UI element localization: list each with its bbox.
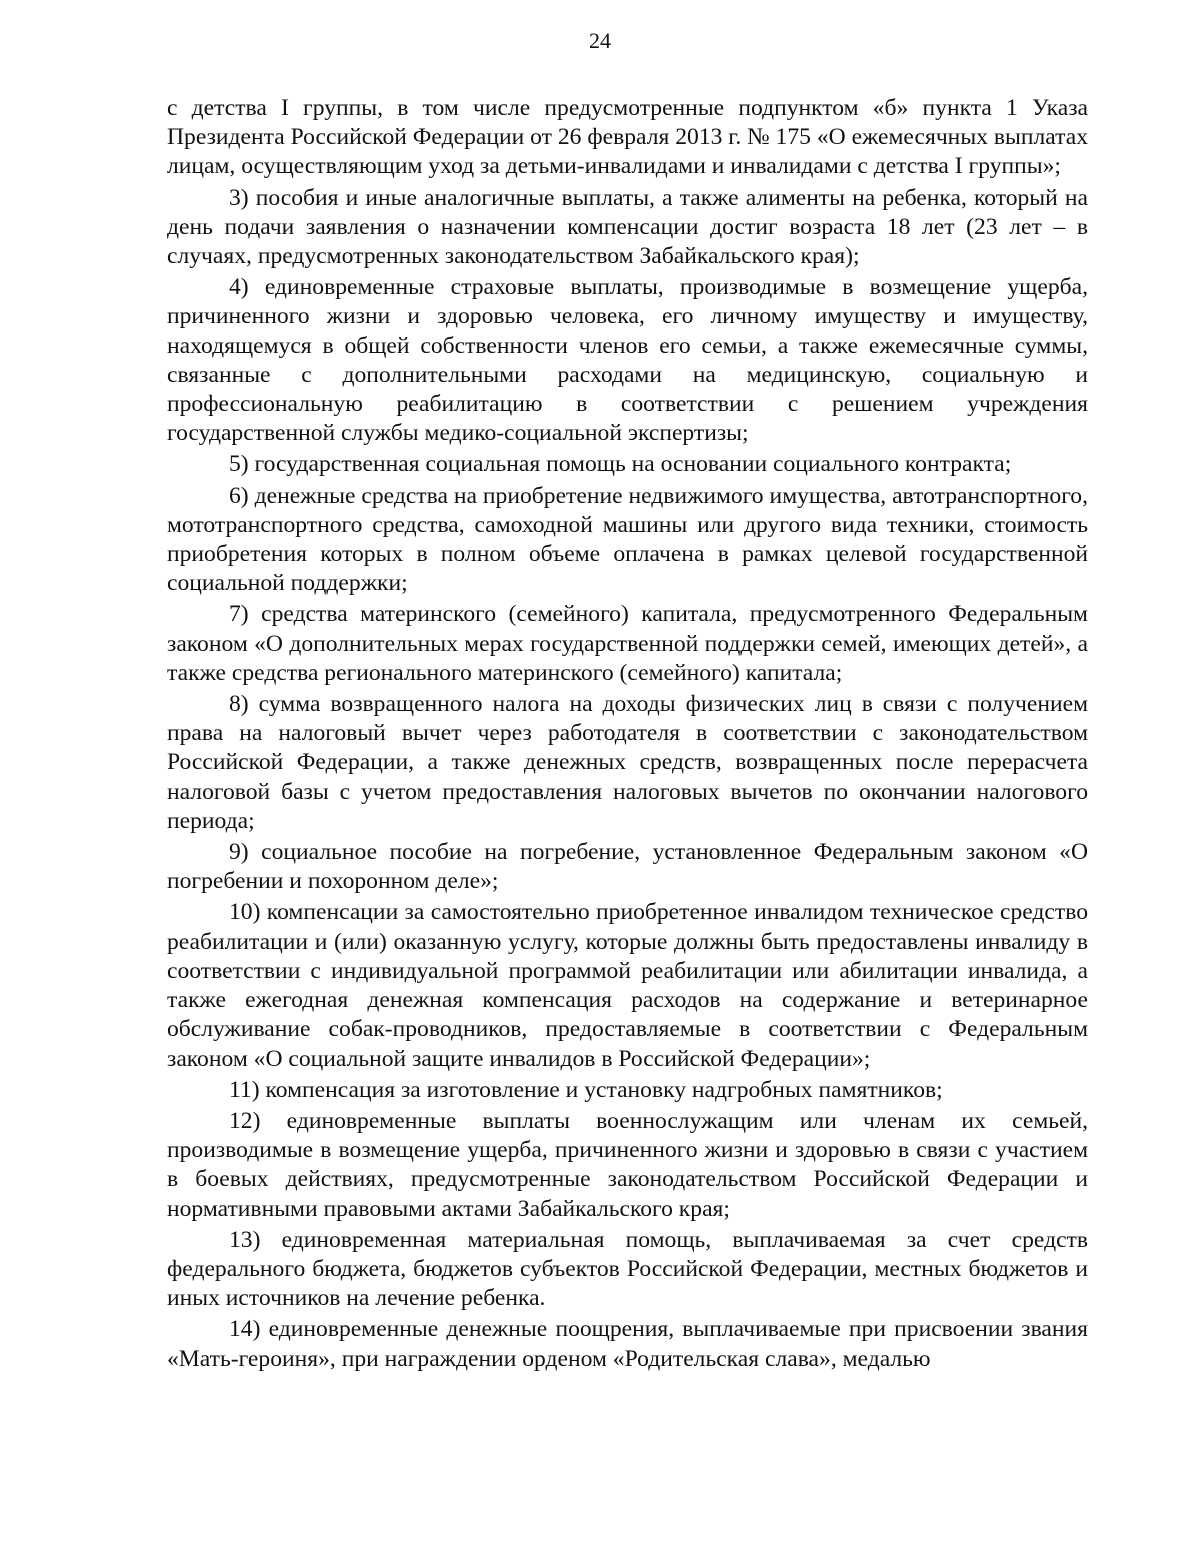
paragraph-item-9: 9) социальное пособие на погребение, установленное Федеральным законом «О погребении и похоронном деле»; bbox=[167, 839, 1088, 895]
paragraph-item-8: 8) сумма возвращенного налога на доходы физических лиц в связи с получением права на налоговый вычет через работодателя в соответствии с законодательством Российской Федерации, а также денежных средств, возвращенных после перерасчета налоговой базы с учетом предоставления налоговых вычетов по окончании налогового периода; bbox=[167, 691, 1088, 834]
page-number: 24 bbox=[589, 28, 611, 53]
document-body bbox=[167, 94, 1088, 1376]
paragraph-item-5: 5) государственная социальная помощь на основании социального контракта; bbox=[229, 451, 1012, 478]
paragraph-item-7: 7) средства материнского (семейного) капитала, предусмотренного Федеральным законом «О дополнительных мерах государственной поддержки семей, имеющих детей», а также средства регионального материнского (семейного) капитала; bbox=[167, 601, 1088, 686]
paragraph-item-3: 3) пособия и иные аналогичные выплаты, а также алименты на ребенка, который на день подачи заявления о назначении компенсации достиг возраста 18 лет (23 лет – в случаях, предусмотренных законодательством Забайкальского края); bbox=[167, 184, 1088, 270]
paragraph-item-10: 10) компенсации за самостоятельно приобретенное инвалидом техническое средство реабилитации и (или) оказанную услугу, которые должны быть предоставлены инвалиду в соответствии с индивидуальной программой реабилитации или абилитации инвалида, а также ежегодная денежная компенсация расходов на содержание и ветеринарное обслуживание собак-проводников, предоставляемые в соответствии с Федеральным законом «О социальной защите инвалидов в Российской Федерации»; bbox=[167, 899, 1088, 1072]
paragraph-item-4: 4) единовременные страховые выплаты, производимые в возмещение ущерба, причиненного жизни и здоровью человека, его личному имуществу и имуществу, находящемуся в общей собственности членов его семьи, а также ежемесячные суммы, связанные с дополнительными расходами на медицинскую, социальную и профессиональную реабилитацию в соответствии с решением учреждения государственной службы медико-социальной экспертизы; bbox=[167, 274, 1088, 447]
paragraph-item-13: 13) единовременная материальная помощь, выплачиваемая за счет средств федерального бюджета, бюджетов субъектов Российской Федерации, местных бюджетов и иных источников на лечение ребенка. bbox=[167, 1226, 1088, 1312]
paragraph-item-11: 11) компенсация за изготовление и установку надгробных памятников; bbox=[229, 1076, 943, 1103]
paragraph-item-6: 6) денежные средства на приобретение недвижимого имущества, автотранспортного, мототранспортного средства, самоходной машины или другого вида техники, стоимость приобретения которых в полном объеме оплачена в рамках целевой государственной социальной поддержки; bbox=[167, 482, 1088, 597]
paragraph-item-12: 12) единовременные выплаты военнослужащим или членам их семьей, производимые в возмещение ущерба, причиненного жизни и здоровью в связи с участием в боевых действиях, предусмотренные законодательством Российской Федерации и нормативными правовыми актами Забайкальского края; bbox=[167, 1107, 1088, 1222]
paragraph-continuation: с детства I группы, в том числе предусмотренные подпунктом «б» пункта 1 Указа Президента Российской Федерации от 26 февраля 2013 г. № 175 «О ежемесячных выплатах лицам, осуществляющим уход за детьми-инвалидами и инвалидами с детства I группы»; bbox=[167, 95, 1088, 180]
paragraph-item-14: 14) единовременные денежные поощрения, выплачиваемые при присвоении звания «Мать-героиня», при награждении орденом «Родительская слава», медалью bbox=[167, 1316, 1088, 1372]
